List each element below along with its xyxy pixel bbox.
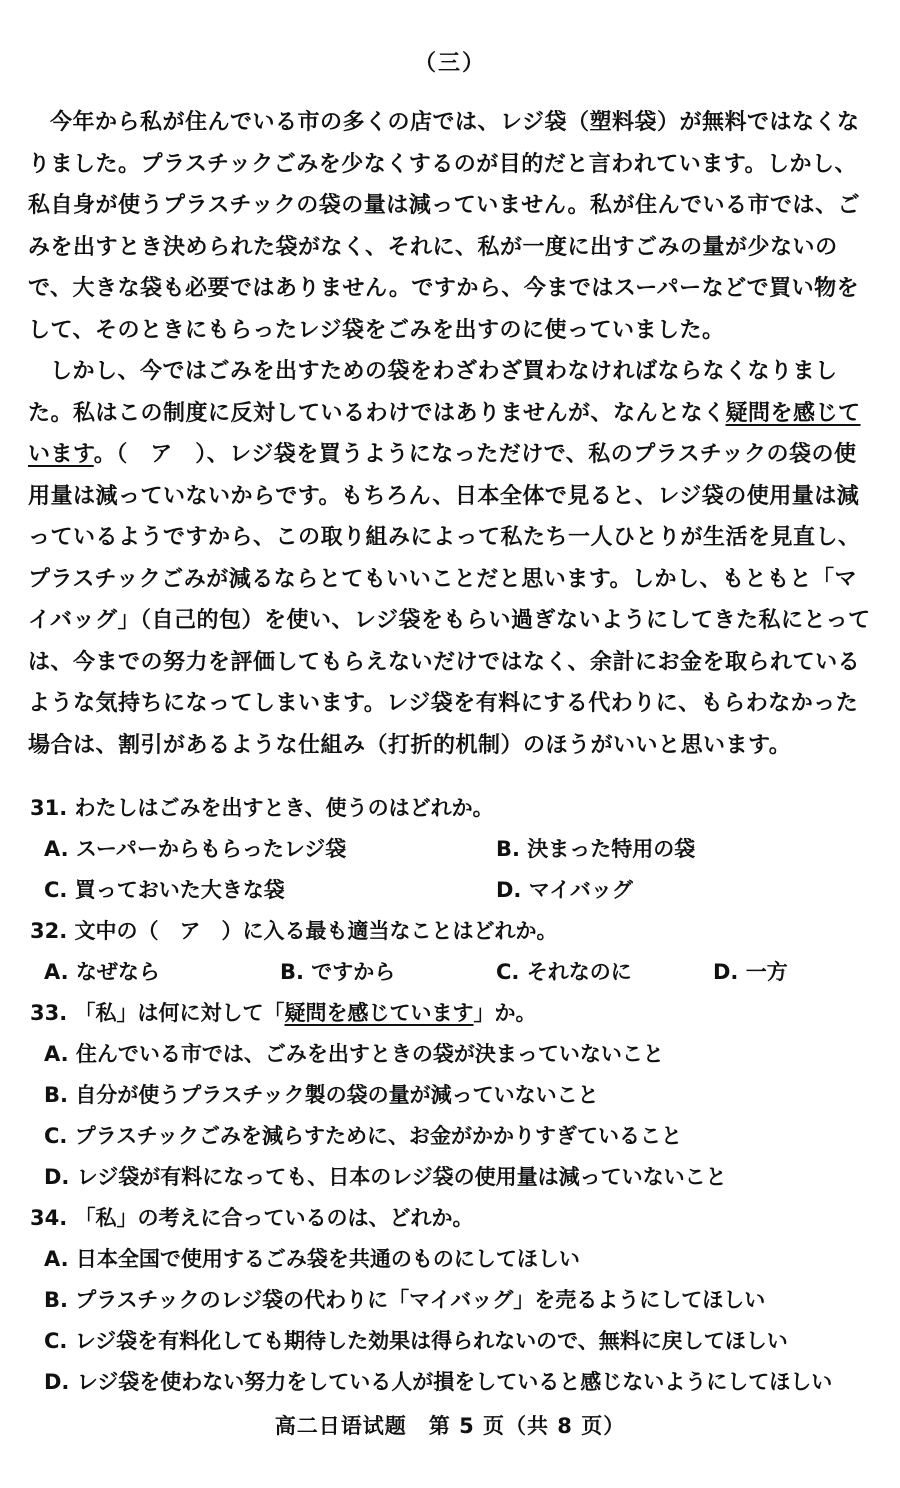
option-b: B. 決まった特用の袋 <box>496 837 696 861</box>
option-d: D. 一方 <box>713 960 788 984</box>
section-title: （三） <box>413 51 486 76</box>
option-c: C. 買っておいた大きな袋 <box>44 878 285 902</box>
question-stem: 32. 文中の（ ア ）に入る最も適当なことはどれか。 <box>30 919 558 943</box>
option-b: B. プラスチックのレジ袋の代わりに「マイバッグ」を売るようにしてほしい <box>44 1288 766 1312</box>
paragraph-2-text-after: 。（ ア ）、レジ袋を買うようになっただけで、私のプラスチックの袋の使用量は減っていないからです。もちろん、日本全体で見ると、レジ袋の使用量は減っているようですから、この取り組みによって私たち一人ひとりが生活を見直し、プラスチックごみが減るならとてもいいことだと思います。しかし、もともと「マイバッグ」（自己的包）を使い、レジ袋をもらい過ぎないようにしてきた私にとっては、今までの努力を評価してもらえないだけではなく、余計にお金を取られているような気持ちになってしまいます。レジ袋を有料にする代わりに、もらわなかった場合は、割引があるような仕組み（打折的机制）のほうがいいと思います。 <box>28 442 871 758</box>
question-34 <box>30 1198 876 1403</box>
passage-paragraph-1: 今年から私が住んでいる市の多くの店では、レジ袋（塑料袋）が無料ではなくなりました。プラスチックごみを少なくするのが目的だと言われています。しかし、私自身が使うプラスチックの袋の量は減っていません。私が住んでいる市では、ごみを出すとき決められた袋がなく、それに、私が一度に出すごみの量が少ないので、大きな袋も必要ではありません。ですから、今まではスーパーなどで買い物をして、そのときにもらったレジ袋をごみを出すのに使っていました。 <box>28 110 861 343</box>
option-b: B. 自分が使うプラスチック製の袋の量が減っていないこと <box>44 1083 599 1107</box>
option-a: A. スーパーからもらったレジ袋 <box>44 837 347 861</box>
option-b: B. ですから <box>280 960 396 984</box>
option-d: D. レジ袋が有料になっても、日本のレジ袋の使用量は減っていないこと <box>44 1165 727 1189</box>
page-footer: 高二日语试题 第 5 页（共 8 页） <box>274 1414 626 1438</box>
question-stem: 31. わたしはごみを出すとき、使うのはどれか。 <box>30 796 494 820</box>
option-a: A. なぜなら <box>44 960 160 984</box>
option-d: D. レジ袋を使わない努力をしている人が損をしていると感じないようにしてほしい <box>44 1370 833 1394</box>
reading-passage <box>28 102 874 766</box>
option-a: A. 住んでいる市では、ごみを出すときの袋が決まっていないこと <box>44 1042 664 1066</box>
paragraph-2-text-before: しかし、今ではごみを出すための袋をわざわざ買わなければならなくなりました。私はこの制度に反対しているわけではありませんが、なんとなく <box>28 359 838 426</box>
option-a: A. 日本全国で使用するごみ袋を共通のものにしてほしい <box>44 1247 580 1271</box>
passage-paragraph-2 <box>28 351 874 766</box>
option-d: D. マイバッグ <box>496 878 633 902</box>
stem-text-before: 33. 「私」は何に対して「 <box>30 1001 285 1025</box>
option-c: C. プラスチックごみを減らすために、お金がかかりすぎていること <box>44 1124 683 1148</box>
option-row <box>30 870 876 911</box>
option-row <box>30 952 876 993</box>
option-row <box>30 829 876 870</box>
question-stem <box>30 993 876 1034</box>
option-c: C. レジ袋を有料化しても期待した効果は得られないので、無料に戻してほしい <box>44 1329 788 1353</box>
question-31 <box>30 788 876 911</box>
option-c: C. それなのに <box>496 960 632 984</box>
question-33 <box>30 993 876 1198</box>
stem-text-after: 」か。 <box>473 1001 537 1025</box>
underlined-phrase: 疑問を感じています <box>284 1001 474 1025</box>
question-stem: 34. 「私」の考えに合っているのは、どれか。 <box>30 1206 474 1230</box>
question-32 <box>30 911 876 993</box>
question-list <box>30 788 876 1403</box>
underlined-phrase: 疑問を感じています <box>28 400 861 467</box>
